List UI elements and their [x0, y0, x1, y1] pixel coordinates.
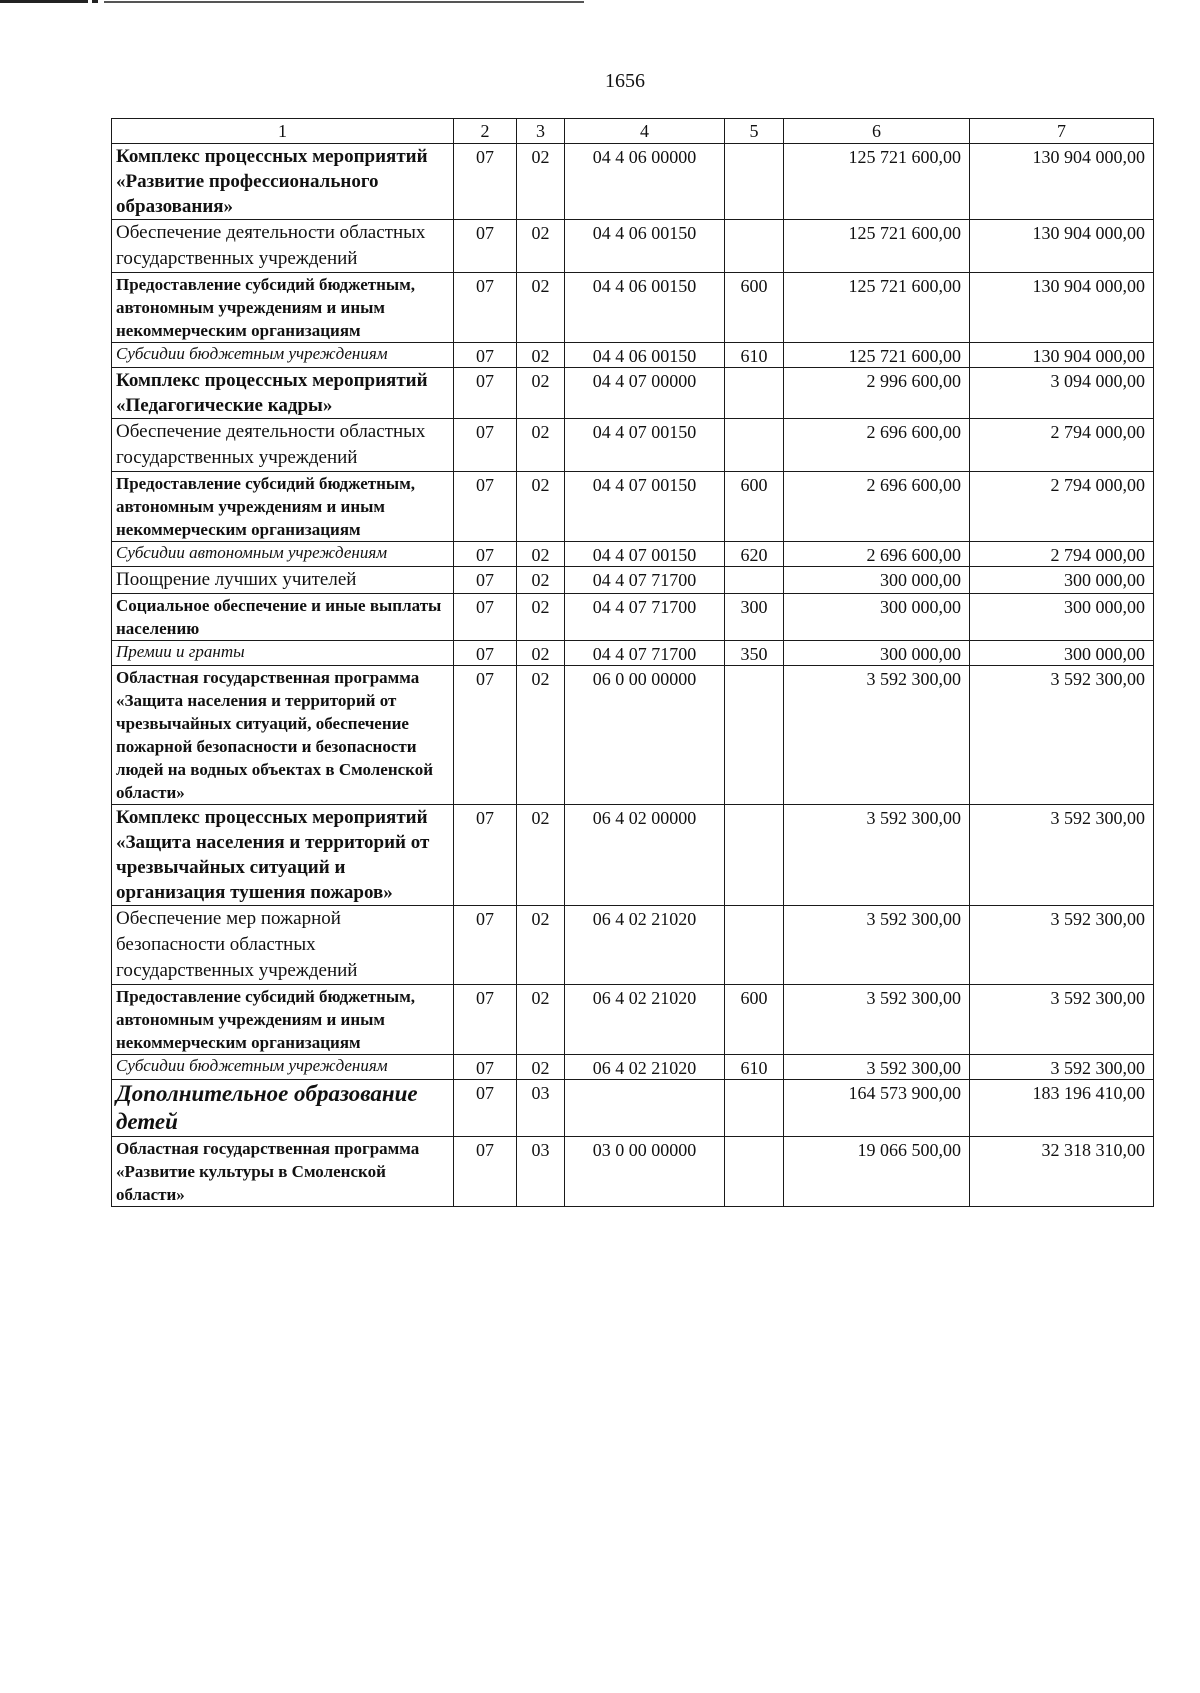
table-row: [112, 906, 1154, 985]
table-row: [112, 805, 1154, 906]
amount-year-1-cell: 125 721 600,00: [784, 343, 970, 368]
section-code-cell: 07: [454, 144, 517, 220]
amount-year-2-cell: 300 000,00: [970, 641, 1154, 666]
amount-year-1-cell: 125 721 600,00: [784, 144, 970, 220]
expense-type-cell: 600: [725, 985, 784, 1055]
subsection-code-cell: 02: [517, 542, 565, 567]
subsection-code-cell: 02: [517, 567, 565, 594]
amount-year-2-cell: 3 094 000,00: [970, 368, 1154, 419]
amount-year-2-cell: 2 794 000,00: [970, 542, 1154, 567]
column-header: 7: [970, 119, 1154, 144]
amount-year-2-cell: 3 592 300,00: [970, 805, 1154, 906]
subsection-code-cell: 02: [517, 805, 565, 906]
row-name-cell: Комплекс процессных мероприятий «Защита населения и территорий от чрезвычайных ситуаций и организация тушения пожаров»: [112, 805, 454, 906]
row-name-cell: Субсидии бюджетным учреждениям: [112, 343, 454, 368]
target-article-cell: 06 4 02 21020: [565, 906, 725, 985]
row-name-cell: Поощрение лучших учителей: [112, 567, 454, 594]
amount-year-2-cell: 183 196 410,00: [970, 1080, 1154, 1137]
column-header: 1: [112, 119, 454, 144]
column-header: 5: [725, 119, 784, 144]
expense-type-cell: 300: [725, 594, 784, 641]
subsection-code-cell: 02: [517, 368, 565, 419]
target-article-cell: 03 0 00 00000: [565, 1137, 725, 1207]
table-header-row: [112, 119, 1154, 144]
subsection-code-cell: 03: [517, 1080, 565, 1137]
table-row: [112, 567, 1154, 594]
amount-year-1-cell: 2 696 600,00: [784, 419, 970, 472]
table-row: [112, 1137, 1154, 1207]
target-article-cell: 06 0 00 00000: [565, 666, 725, 805]
amount-year-2-cell: 130 904 000,00: [970, 220, 1154, 273]
target-article-cell: 04 4 06 00000: [565, 144, 725, 220]
expense-type-cell: 620: [725, 542, 784, 567]
expense-type-cell: 600: [725, 273, 784, 343]
target-article-cell: 04 4 07 71700: [565, 567, 725, 594]
expense-type-cell: [725, 220, 784, 273]
table-row: [112, 594, 1154, 641]
row-name-cell: Областная государственная программа «Развитие культуры в Смоленской области»: [112, 1137, 454, 1207]
subsection-code-cell: 02: [517, 985, 565, 1055]
section-code-cell: 07: [454, 1055, 517, 1080]
expense-type-cell: 610: [725, 343, 784, 368]
section-code-cell: 07: [454, 1080, 517, 1137]
target-article-cell: 06 4 02 00000: [565, 805, 725, 906]
section-code-cell: 07: [454, 666, 517, 805]
amount-year-1-cell: 300 000,00: [784, 641, 970, 666]
expense-type-cell: [725, 144, 784, 220]
amount-year-2-cell: 3 592 300,00: [970, 906, 1154, 985]
expense-type-cell: [725, 666, 784, 805]
expense-type-cell: [725, 1137, 784, 1207]
row-name-cell: Дополнительное образование детей: [112, 1080, 454, 1137]
subsection-code-cell: 02: [517, 641, 565, 666]
amount-year-1-cell: 3 592 300,00: [784, 1055, 970, 1080]
amount-year-2-cell: 130 904 000,00: [970, 144, 1154, 220]
row-name-cell: Предоставление субсидий бюджетным, автономным учреждениям и иным некоммерческим организациям: [112, 472, 454, 542]
target-article-cell: 04 4 07 00150: [565, 542, 725, 567]
target-article-cell: [565, 1080, 725, 1137]
amount-year-1-cell: 3 592 300,00: [784, 805, 970, 906]
expense-type-cell: [725, 368, 784, 419]
table-row: [112, 542, 1154, 567]
table-row: [112, 220, 1154, 273]
budget-table: [111, 118, 1154, 1207]
amount-year-2-cell: 3 592 300,00: [970, 1055, 1154, 1080]
section-code-cell: 07: [454, 419, 517, 472]
target-article-cell: 04 4 06 00150: [565, 220, 725, 273]
section-code-cell: 07: [454, 368, 517, 419]
target-article-cell: 04 4 07 00150: [565, 472, 725, 542]
expense-type-cell: [725, 1080, 784, 1137]
table-row: [112, 419, 1154, 472]
row-name-cell: Комплекс процессных мероприятий «Развитие профессионального образования»: [112, 144, 454, 220]
amount-year-1-cell: 3 592 300,00: [784, 666, 970, 805]
row-name-cell: Предоставление субсидий бюджетным, автономным учреждениям и иным некоммерческим организациям: [112, 985, 454, 1055]
row-name-cell: Обеспечение деятельности областных государственных учреждений: [112, 419, 454, 472]
expense-type-cell: 600: [725, 472, 784, 542]
row-name-cell: Предоставление субсидий бюджетным, автономным учреждениям и иным некоммерческим организациям: [112, 273, 454, 343]
expense-type-cell: [725, 805, 784, 906]
amount-year-1-cell: 125 721 600,00: [784, 220, 970, 273]
expense-type-cell: [725, 906, 784, 985]
row-name-cell: Субсидии автономным учреждениям: [112, 542, 454, 567]
amount-year-2-cell: 300 000,00: [970, 567, 1154, 594]
section-code-cell: 07: [454, 273, 517, 343]
table-row: [112, 144, 1154, 220]
amount-year-2-cell: 130 904 000,00: [970, 343, 1154, 368]
expense-type-cell: [725, 419, 784, 472]
row-name-cell: Комплекс процессных мероприятий «Педагогические кадры»: [112, 368, 454, 419]
section-code-cell: 07: [454, 542, 517, 567]
amount-year-2-cell: 300 000,00: [970, 594, 1154, 641]
section-code-cell: 07: [454, 343, 517, 368]
subsection-code-cell: 02: [517, 273, 565, 343]
amount-year-1-cell: 2 696 600,00: [784, 542, 970, 567]
table-row: [112, 368, 1154, 419]
section-code-cell: 07: [454, 906, 517, 985]
table-row: [112, 273, 1154, 343]
section-code-cell: 07: [454, 1137, 517, 1207]
table-row: [112, 641, 1154, 666]
target-article-cell: 06 4 02 21020: [565, 985, 725, 1055]
amount-year-1-cell: 300 000,00: [784, 594, 970, 641]
section-code-cell: 07: [454, 805, 517, 906]
table-row: [112, 1080, 1154, 1137]
subsection-code-cell: 02: [517, 1055, 565, 1080]
subsection-code-cell: 02: [517, 144, 565, 220]
table-row: [112, 472, 1154, 542]
column-header: 6: [784, 119, 970, 144]
target-article-cell: 06 4 02 21020: [565, 1055, 725, 1080]
section-code-cell: 07: [454, 472, 517, 542]
amount-year-1-cell: 300 000,00: [784, 567, 970, 594]
section-code-cell: 07: [454, 567, 517, 594]
scan-artifact: [104, 1, 584, 3]
row-name-cell: Обеспечение мер пожарной безопасности областных государственных учреждений: [112, 906, 454, 985]
amount-year-1-cell: 125 721 600,00: [784, 273, 970, 343]
subsection-code-cell: 02: [517, 343, 565, 368]
row-name-cell: Социальное обеспечение и иные выплаты населению: [112, 594, 454, 641]
subsection-code-cell: 02: [517, 906, 565, 985]
amount-year-2-cell: 130 904 000,00: [970, 273, 1154, 343]
subsection-code-cell: 02: [517, 666, 565, 805]
scan-artifact: [92, 0, 98, 3]
target-article-cell: 04 4 07 71700: [565, 641, 725, 666]
amount-year-1-cell: 2 996 600,00: [784, 368, 970, 419]
column-header: 3: [517, 119, 565, 144]
section-code-cell: 07: [454, 220, 517, 273]
amount-year-1-cell: 164 573 900,00: [784, 1080, 970, 1137]
row-name-cell: Обеспечение деятельности областных государственных учреждений: [112, 220, 454, 273]
amount-year-2-cell: 3 592 300,00: [970, 666, 1154, 805]
section-code-cell: 07: [454, 641, 517, 666]
amount-year-1-cell: 3 592 300,00: [784, 985, 970, 1055]
subsection-code-cell: 02: [517, 419, 565, 472]
subsection-code-cell: 02: [517, 594, 565, 641]
column-header: 4: [565, 119, 725, 144]
table-row: [112, 1055, 1154, 1080]
amount-year-2-cell: 2 794 000,00: [970, 472, 1154, 542]
amount-year-1-cell: 3 592 300,00: [784, 906, 970, 985]
target-article-cell: 04 4 07 71700: [565, 594, 725, 641]
section-code-cell: 07: [454, 594, 517, 641]
page-number: 1656: [605, 70, 645, 92]
amount-year-2-cell: 32 318 310,00: [970, 1137, 1154, 1207]
table-row: [112, 985, 1154, 1055]
expense-type-cell: [725, 567, 784, 594]
subsection-code-cell: 02: [517, 472, 565, 542]
target-article-cell: 04 4 06 00150: [565, 343, 725, 368]
target-article-cell: 04 4 07 00000: [565, 368, 725, 419]
amount-year-1-cell: 2 696 600,00: [784, 472, 970, 542]
row-name-cell: Субсидии бюджетным учреждениям: [112, 1055, 454, 1080]
column-header: 2: [454, 119, 517, 144]
amount-year-1-cell: 19 066 500,00: [784, 1137, 970, 1207]
row-name-cell: Премии и гранты: [112, 641, 454, 666]
expense-type-cell: 350: [725, 641, 784, 666]
target-article-cell: 04 4 07 00150: [565, 419, 725, 472]
scan-artifact: [0, 0, 88, 3]
target-article-cell: 04 4 06 00150: [565, 273, 725, 343]
expense-type-cell: 610: [725, 1055, 784, 1080]
subsection-code-cell: 03: [517, 1137, 565, 1207]
row-name-cell: Областная государственная программа «Защита населения и территорий от чрезвычайных ситуаций, обеспечение пожарной безопасности и безопасности людей на водных объектах в Смоленской области»: [112, 666, 454, 805]
section-code-cell: 07: [454, 985, 517, 1055]
table-row: [112, 666, 1154, 805]
amount-year-2-cell: 2 794 000,00: [970, 419, 1154, 472]
amount-year-2-cell: 3 592 300,00: [970, 985, 1154, 1055]
subsection-code-cell: 02: [517, 220, 565, 273]
table-row: [112, 343, 1154, 368]
